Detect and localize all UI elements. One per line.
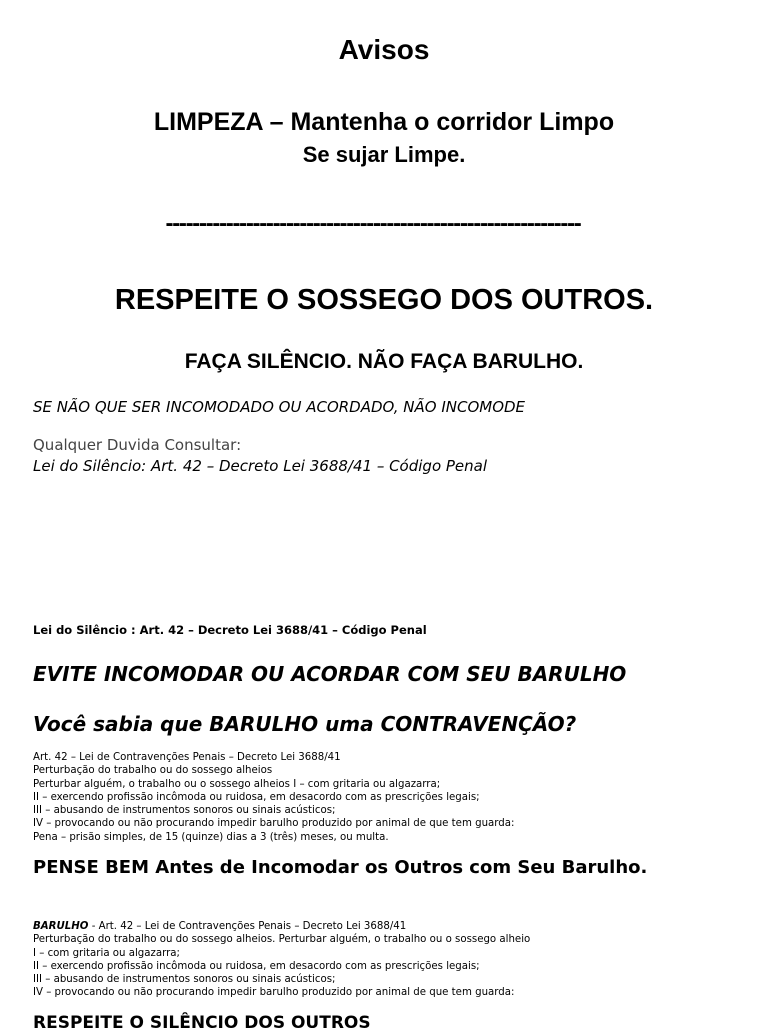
pense-bem-heading: PENSE BEM Antes de Incomodar os Outros com Seu Barulho. [33,857,648,878]
evite-heading: EVITE INCOMODAR OU ACORDAR COM SEU BARULHO [33,662,627,686]
limpeza-subtext: Se sujar Limpe. [302,142,466,167]
law-text-block-1 [33,751,514,844]
law-line: Perturbação do trabalho ou do sossego alheios. Perturbar alguém, o trabalho ou o sossego alheio [33,934,531,946]
nao-incomode-text: SE NÃO QUE SER INCOMODADO OU ACORDADO, NÃO INCOMODE [33,398,526,416]
page-title: Avisos [338,34,430,65]
consultar-text: Qualquer Duvida Consultar: [33,436,242,454]
law-line: Art. 42 – Lei de Contravenções Penais – Decreto Lei 3688/41 [33,752,341,763]
law-line-rest: - Art. 42 – Lei de Contravenções Penais – Decreto Lei 3688/41 [88,921,407,932]
barulho-lead: BARULHO [33,921,89,932]
law-line: IV – provocando ou não procurando impedir barulho produzido por animal de que tem guarda: [33,987,515,999]
law-line: III – abusando de instrumentos sonoros ou sinais acústicos; [33,805,336,817]
voce-sabia-heading: Você sabia que BARULHO uma CONTRAVENÇÃO? [33,712,577,736]
respeite-heading: RESPEITE O SOSSEGO DOS OUTROS. [114,284,654,316]
law-line: IV – provocando ou não procurando impedir barulho produzido por animal de que tem guarda: [33,818,515,830]
silencio-subheading: FAÇA SILÊNCIO. NÃO FAÇA BARULHO. [184,350,584,373]
law-line: II – exercendo profissão incômoda ou ruidosa, em desacordo com as prescrições legais; [33,960,480,972]
law-line: III – abusando de instrumentos sonoros ou sinais acústicos; [33,974,336,986]
lei-silencio-reference: Lei do Silêncio: Art. 42 – Decreto Lei 3688/41 – Código Penal [33,457,488,475]
limpeza-heading: LIMPEZA – Mantenha o corridor Limpo [153,108,615,136]
law-line: Perturbação do trabalho ou do sossego alheios [33,765,273,777]
respeite-silencio-heading: RESPEITE O SILÊNCIO DOS OUTROS [33,1013,371,1033]
lei-silencio-small: Lei do Silêncio : Art. 42 – Decreto Lei 3688/41 – Código Penal [33,623,427,637]
law-line: II – exercendo profissão incômoda ou ruidosa, em desacordo com as prescrições legais; [33,791,480,803]
law-line: Perturbar alguém, o trabalho ou o sossego alheios I – com gritaria ou algazarra; [33,778,441,790]
law-text-block-2 [33,920,530,1000]
law-line: I – com gritaria ou algazarra; [33,947,180,959]
law-line [33,920,530,933]
law-line: Pena – prisão simples, de 15 (quinze) dias a 3 (três) meses, ou multa. [33,831,389,843]
dashed-divider: -------------------------------------------------------------- [165,210,581,237]
